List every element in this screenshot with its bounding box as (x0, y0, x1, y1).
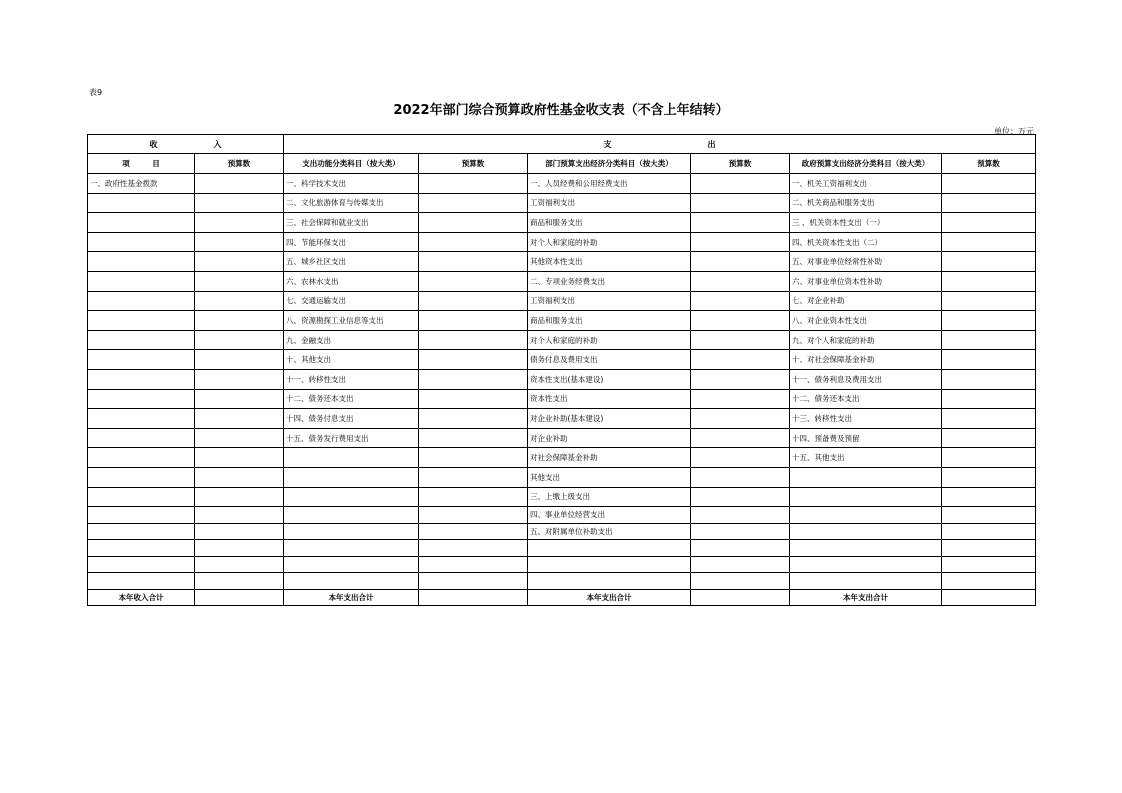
func-item-cell: 三、社会保障和就业支出 (284, 213, 419, 233)
table-row (88, 487, 1036, 507)
dept-econ-item-cell: 其他支出 (528, 467, 691, 487)
gov-budget-cell (942, 467, 1036, 487)
table-row (88, 389, 1036, 409)
income-budget-cell (195, 409, 284, 429)
func-item-cell: 七、交通运输支出 (284, 291, 419, 311)
table-row (88, 291, 1036, 311)
dept-econ-item-cell: 商品和服务支出 (528, 213, 691, 233)
dept-budget-cell (691, 573, 790, 590)
table-row (88, 448, 1036, 468)
dept-econ-item-cell: 一、人员经费和公用经费支出 (528, 174, 691, 194)
income-total-label: 本年收入合计 (88, 589, 195, 605)
income-item-cell (88, 467, 195, 487)
gov-budget-cell (942, 350, 1036, 370)
func-item-cell: 一、科学技术支出 (284, 174, 419, 194)
gov-budget-cell (942, 487, 1036, 507)
gov-econ-item-cell: 六、对事业单位资本性补助 (790, 271, 942, 291)
gov-econ-item-cell (790, 487, 942, 507)
income-item-cell (88, 291, 195, 311)
dept-budget-cell (691, 428, 790, 448)
dept-econ-item-cell: 资本性支出 (528, 389, 691, 409)
dept-total-label: 本年支出合计 (528, 589, 691, 605)
gov-econ-item-cell: 八、对企业资本性支出 (790, 311, 942, 331)
gov-econ-item-cell: 七、对企业补助 (790, 291, 942, 311)
table-row (88, 232, 1036, 252)
income-budget-cell (195, 213, 284, 233)
income-item-cell (88, 311, 195, 331)
income-budget-cell (195, 523, 284, 540)
dept-budget-cell (691, 271, 790, 291)
func-budget-cell (419, 252, 528, 272)
dept-budget-cell (691, 409, 790, 429)
dept-econ-item-cell: 四、事业单位经营支出 (528, 507, 691, 524)
gov-econ-item-cell: 十三、转移性支出 (790, 409, 942, 429)
gov-budget-cell (942, 252, 1036, 272)
dept-budget-cell (691, 389, 790, 409)
dept-budget-cell (691, 556, 790, 573)
gov-econ-item-cell (790, 573, 942, 590)
table-row (88, 369, 1036, 389)
income-budget-cell (195, 174, 284, 194)
func-item-cell: 十、其他支出 (284, 350, 419, 370)
dept-budget-cell (691, 232, 790, 252)
income-total-budget (195, 589, 284, 605)
func-budget-cell (419, 573, 528, 590)
income-item-cell (88, 428, 195, 448)
dept-budget-cell (691, 369, 790, 389)
income-budget-cell (195, 467, 284, 487)
dept-econ-item-cell: 对企业补助 (528, 428, 691, 448)
func-item-cell: 四、节能环保支出 (284, 232, 419, 252)
func-item-cell: 十一、转移性支出 (284, 369, 419, 389)
income-item-cell (88, 487, 195, 507)
gov-total-budget (942, 589, 1036, 605)
dept-econ-item-cell: 对社会保障基金补助 (528, 448, 691, 468)
func-budget-cell (419, 487, 528, 507)
dept-budget-cell (691, 487, 790, 507)
func-item-cell (284, 507, 419, 524)
income-budget-cell (195, 350, 284, 370)
table-row (88, 467, 1036, 487)
func-item-cell (284, 540, 419, 557)
gov-budget-cell (942, 271, 1036, 291)
gov-budget-cell (942, 193, 1036, 213)
func-budget-cell (419, 389, 528, 409)
gov-budget-cell (942, 507, 1036, 524)
gov-budget-cell (942, 174, 1036, 194)
func-total-budget (419, 589, 528, 605)
col-header-dept-econ-class: 部门预算支出经济分类科目（按大类） (528, 154, 691, 174)
income-budget-cell (195, 507, 284, 524)
income-budget-cell (195, 487, 284, 507)
income-budget-cell (195, 252, 284, 272)
income-item-cell (88, 556, 195, 573)
gov-econ-item-cell: 五、对事业单位经常性补助 (790, 252, 942, 272)
func-item-cell: 八、资源勘探工业信息等支出 (284, 311, 419, 331)
dept-budget-cell (691, 252, 790, 272)
totals-row (88, 589, 1036, 605)
func-item-cell: 五、城乡社区支出 (284, 252, 419, 272)
gov-econ-item-cell: 四、机关资本性支出（二） (790, 232, 942, 252)
income-budget-cell (195, 556, 284, 573)
gov-budget-cell (942, 232, 1036, 252)
gov-econ-item-cell (790, 467, 942, 487)
income-budget-cell (195, 291, 284, 311)
col-header-gov-econ-class: 政府预算支出经济分类科目（按大类） (790, 154, 942, 174)
func-item-cell: 十五、债务发行费用支出 (284, 428, 419, 448)
dept-budget-cell (691, 540, 790, 557)
gov-budget-cell (942, 311, 1036, 331)
func-budget-cell (419, 193, 528, 213)
table-number: 表9 (89, 88, 103, 97)
header-row-1 (88, 135, 1036, 154)
gov-econ-item-cell (790, 507, 942, 524)
table-row (88, 556, 1036, 573)
dept-budget-cell (691, 350, 790, 370)
gov-econ-item-cell: 十、对社会保障基金补助 (790, 350, 942, 370)
income-budget-cell (195, 540, 284, 557)
dept-econ-item-cell: 工资福利支出 (528, 193, 691, 213)
dept-econ-item-cell: 五、对附属单位补助支出 (528, 523, 691, 540)
func-budget-cell (419, 448, 528, 468)
dept-total-budget (691, 589, 790, 605)
income-budget-cell (195, 573, 284, 590)
income-item-cell (88, 369, 195, 389)
gov-budget-cell (942, 523, 1036, 540)
func-item-cell (284, 487, 419, 507)
func-budget-cell (419, 174, 528, 194)
func-budget-cell (419, 428, 528, 448)
dept-econ-item-cell: 对个人和家庭的补助 (528, 330, 691, 350)
dept-econ-item-cell: 三、上缴上级支出 (528, 487, 691, 507)
income-item-cell (88, 350, 195, 370)
func-budget-cell (419, 311, 528, 331)
col-header-budget: 预算数 (691, 154, 790, 174)
income-item-cell (88, 573, 195, 590)
gov-econ-item-cell (790, 540, 942, 557)
col-header-budget: 预算数 (419, 154, 528, 174)
gov-econ-item-cell (790, 523, 942, 540)
col-header-func-class: 支出功能分类科目（按大类） (284, 154, 419, 174)
gov-econ-item-cell: 九、对个人和家庭的补助 (790, 330, 942, 350)
func-item-cell: 九、金融支出 (284, 330, 419, 350)
table-row (88, 507, 1036, 524)
income-item-cell (88, 523, 195, 540)
gov-econ-item-cell: 十四、预备费及预留 (790, 428, 942, 448)
func-item-cell (284, 573, 419, 590)
func-item-cell (284, 523, 419, 540)
func-budget-cell (419, 507, 528, 524)
dept-budget-cell (691, 448, 790, 468)
func-budget-cell (419, 523, 528, 540)
dept-econ-item-cell (528, 556, 691, 573)
table-row (88, 330, 1036, 350)
func-budget-cell (419, 369, 528, 389)
income-budget-cell (195, 271, 284, 291)
gov-econ-item-cell: 十五、其他支出 (790, 448, 942, 468)
func-budget-cell (419, 213, 528, 233)
dept-budget-cell (691, 507, 790, 524)
expense-header: 支 出 (284, 135, 1036, 154)
gov-econ-item-cell: 十一、债务利息及费用支出 (790, 369, 942, 389)
func-budget-cell (419, 409, 528, 429)
income-item-cell (88, 213, 195, 233)
dept-budget-cell (691, 523, 790, 540)
unit-label: 单位：万元 (994, 127, 1034, 136)
dept-budget-cell (691, 174, 790, 194)
dept-econ-item-cell: 工资福利支出 (528, 291, 691, 311)
func-item-cell (284, 448, 419, 468)
table-row (88, 271, 1036, 291)
income-item-cell (88, 330, 195, 350)
income-budget-cell (195, 428, 284, 448)
table-row (88, 174, 1036, 194)
header-row-2 (88, 154, 1036, 174)
gov-budget-cell (942, 556, 1036, 573)
gov-budget-cell (942, 330, 1036, 350)
table-row (88, 573, 1036, 590)
dept-budget-cell (691, 193, 790, 213)
func-item-cell: 二、文化旅游体育与传媒支出 (284, 193, 419, 213)
dept-budget-cell (691, 311, 790, 331)
income-budget-cell (195, 369, 284, 389)
income-item-cell (88, 232, 195, 252)
dept-econ-item-cell: 资本性支出(基本建设) (528, 369, 691, 389)
table-row (88, 409, 1036, 429)
func-total-label: 本年支出合计 (284, 589, 419, 605)
income-budget-cell (195, 389, 284, 409)
gov-budget-cell (942, 389, 1036, 409)
income-budget-cell (195, 448, 284, 468)
func-budget-cell (419, 232, 528, 252)
dept-econ-item-cell (528, 540, 691, 557)
income-item-cell (88, 507, 195, 524)
col-header-budget: 预算数 (195, 154, 284, 174)
income-header: 收 入 (88, 135, 284, 154)
table-row (88, 523, 1036, 540)
func-budget-cell (419, 291, 528, 311)
table-row (88, 311, 1036, 331)
gov-econ-item-cell: 一、机关工资福利支出 (790, 174, 942, 194)
func-item-cell: 十四、债务付息支出 (284, 409, 419, 429)
dept-econ-item-cell: 对个人和家庭的补助 (528, 232, 691, 252)
table-row (88, 252, 1036, 272)
gov-budget-cell (942, 291, 1036, 311)
income-budget-cell (195, 232, 284, 252)
dept-econ-item-cell: 商品和服务支出 (528, 311, 691, 331)
func-item-cell (284, 467, 419, 487)
gov-budget-cell (942, 213, 1036, 233)
table-row (88, 540, 1036, 557)
dept-econ-item-cell: 二、专项业务经费支出 (528, 271, 691, 291)
gov-budget-cell (942, 540, 1036, 557)
dept-econ-item-cell: 对企业补助(基本建设) (528, 409, 691, 429)
func-budget-cell (419, 467, 528, 487)
func-budget-cell (419, 540, 528, 557)
gov-econ-item-cell (790, 556, 942, 573)
dept-budget-cell (691, 467, 790, 487)
gov-budget-cell (942, 573, 1036, 590)
dept-budget-cell (691, 291, 790, 311)
gov-budget-cell (942, 409, 1036, 429)
table-row (88, 350, 1036, 370)
income-item-cell (88, 252, 195, 272)
income-budget-cell (195, 311, 284, 331)
page-title: 2022年部门综合预算政府性基金收支表（不含上年结转） (393, 103, 729, 118)
gov-econ-item-cell: 二、机关商品和服务支出 (790, 193, 942, 213)
income-item-cell (88, 389, 195, 409)
table-row (88, 213, 1036, 233)
gov-budget-cell (942, 428, 1036, 448)
income-item-cell (88, 271, 195, 291)
dept-budget-cell (691, 330, 790, 350)
func-budget-cell (419, 330, 528, 350)
col-header-budget: 预算数 (942, 154, 1036, 174)
income-item-cell (88, 540, 195, 557)
table-row (88, 428, 1036, 448)
income-item-cell (88, 409, 195, 429)
dept-econ-item-cell: 债务付息及费用支出 (528, 350, 691, 370)
func-budget-cell (419, 271, 528, 291)
income-item-cell (88, 193, 195, 213)
func-item-cell: 六、农林水支出 (284, 271, 419, 291)
budget-table (87, 134, 1036, 606)
gov-total-label: 本年支出合计 (790, 589, 942, 605)
func-item-cell (284, 556, 419, 573)
income-budget-cell (195, 330, 284, 350)
gov-econ-item-cell: 十二、债务还本支出 (790, 389, 942, 409)
gov-econ-item-cell: 三 、机关资本性支出（一） (790, 213, 942, 233)
dept-budget-cell (691, 213, 790, 233)
dept-econ-item-cell (528, 573, 691, 590)
income-item-cell (88, 448, 195, 468)
dept-econ-item-cell: 其他资本性支出 (528, 252, 691, 272)
gov-budget-cell (942, 369, 1036, 389)
table-row (88, 193, 1036, 213)
income-budget-cell (195, 193, 284, 213)
col-header-item: 项 目 (88, 154, 195, 174)
func-item-cell: 十二、债务还本支出 (284, 389, 419, 409)
gov-budget-cell (942, 448, 1036, 468)
func-budget-cell (419, 556, 528, 573)
income-item-cell: 一、政府性基金拨款 (88, 174, 195, 194)
func-budget-cell (419, 350, 528, 370)
